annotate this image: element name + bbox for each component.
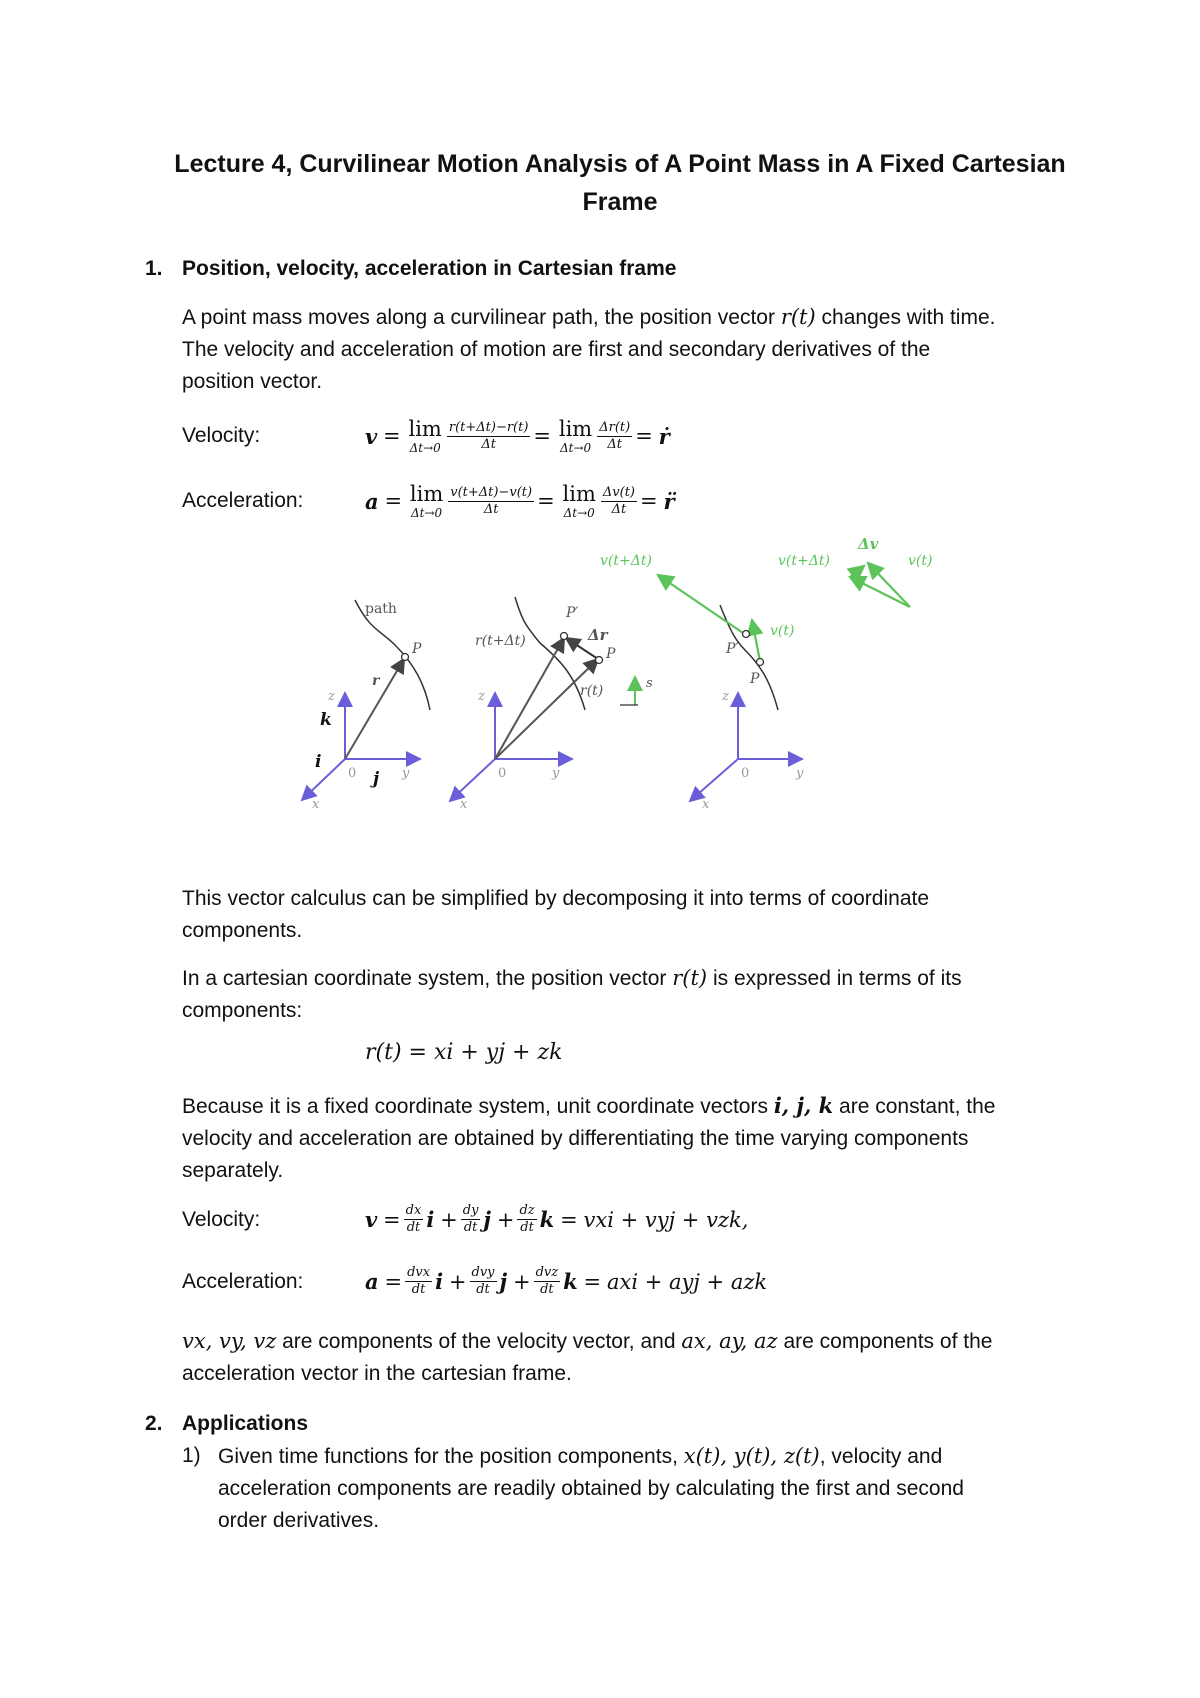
svg-text:Δr: Δr	[588, 626, 608, 644]
svg-text:r(t): r(t)	[580, 683, 604, 699]
acceleration-limit-equation: Acceleration: a = lim Δt→0 $\frac{v(t+\Delta t)-v(t)}{\Delta t}$ = lim Δt→0 $\frac{\Delta v(t)}{\Delta t}$ = r̈	[182, 482, 675, 520]
svg-text:x: x	[312, 797, 320, 812]
figure-panel-2	[450, 597, 653, 812]
velocity-component-equation: Velocity: v = $\frac{dx}{dt}$ i + $\frac{dy}{dt}$ j + $\frac{dz}{dt}$ k = vxi + vyj + vzk,	[182, 1203, 749, 1235]
svg-text:x: x	[460, 797, 468, 812]
acceleration-label: Acceleration:	[182, 489, 304, 512]
svg-text:v(t+Δt): v(t+Δt)	[778, 553, 830, 569]
svg-text:0: 0	[741, 766, 750, 781]
list-item-number: 1)	[182, 1444, 201, 1467]
svg-text:0: 0	[348, 766, 357, 781]
svg-text:P′: P′	[566, 605, 579, 621]
list-item: Given time functions for the position components, x(t), y(t), z(t), velocity and acceleration components are readily obtained by calculating the first and second order derivatives.	[218, 1444, 964, 1532]
svg-text:P: P	[412, 641, 422, 657]
paragraph-fixed-system: Because it is a fixed coordinate system, unit coordinate vectors i, j, k are constant, the velocity and acceleration are obtained by differentiating the time varying components separately.	[182, 1093, 996, 1182]
title-line-2: Frame	[582, 188, 658, 216]
paragraph-component-meaning: vx, vy, vz are components of the velocity vector, and ax, ay, az are components of the acceleration vector in the cartesian frame.	[182, 1329, 993, 1385]
svg-text:y: y	[552, 766, 560, 781]
page-title	[150, 145, 1090, 221]
section-1-heading: Position, velocity, acceleration in Cartesian frame	[182, 257, 677, 280]
svg-text:P′: P′	[726, 641, 739, 657]
svg-text:P: P	[750, 671, 760, 687]
position-vector-symbol: r(t)	[780, 305, 816, 329]
kinematics-figure	[290, 535, 970, 815]
label-path: path	[365, 601, 397, 617]
section-1-number: 1.	[145, 257, 163, 280]
svg-text:z: z	[722, 689, 729, 704]
velocity-label: Velocity:	[182, 424, 261, 447]
section-2-number: 2.	[145, 1412, 163, 1435]
svg-text:i: i	[315, 752, 322, 772]
paragraph-intro: A point mass moves along a curvilinear path, the position vector r(t) changes with time. The velocity and acceleration of motion are first and secondary derivatives of the position vector.	[182, 305, 996, 393]
figure-panel-3	[600, 535, 932, 812]
svg-text:k: k	[320, 710, 332, 730]
paragraph-components: In a cartesian coordinate system, the position vector r(t) is expressed in terms of its components:	[182, 966, 962, 1022]
svg-text:z: z	[478, 689, 485, 704]
svg-text:y: y	[796, 766, 804, 781]
svg-text:x: x	[702, 797, 710, 812]
paragraph-decompose: This vector calculus can be simplified by decomposing it into terms of coordinate components.	[182, 887, 930, 942]
svg-text:s: s	[646, 676, 653, 691]
svg-text:P: P	[606, 646, 616, 662]
position-equation: r(t) = xi + yj + zk	[365, 1040, 563, 1065]
svg-text:z: z	[328, 689, 335, 704]
svg-text:0: 0	[498, 766, 507, 781]
section-2-heading: Applications	[182, 1412, 309, 1435]
svg-text:Δv: Δv	[858, 535, 879, 553]
velocity-limit-equation: Velocity: v = lim Δt→0 $\frac{r(t+\Delta t)-r(t)}{\Delta t}$ = lim Δt→0 $\frac{\Delta r(t)}{\Delta t}$ = ṙ	[182, 417, 670, 455]
title-line-1: Lecture 4, Curvilinear Motion Analysis of A Point Mass in A Fixed Cartesian	[174, 150, 1066, 178]
svg-text:r(t+Δt): r(t+Δt)	[475, 633, 526, 649]
svg-text:y: y	[402, 766, 410, 781]
svg-text:v(t+Δt): v(t+Δt)	[600, 553, 652, 569]
svg-text:v(t): v(t)	[770, 623, 795, 639]
svg-text:r: r	[372, 673, 380, 689]
acceleration-component-equation: Acceleration: a = $\frac{\text{dvx}}{dt}$ i + $\frac{\text{dvy}}{dt}$ j + $\frac{\text{dvz}}{dt}$ k = axi + ayj + azk	[182, 1265, 768, 1297]
svg-text:j: j	[373, 769, 380, 789]
svg-text:v(t): v(t)	[908, 553, 933, 569]
figure-panel-1	[302, 600, 430, 812]
